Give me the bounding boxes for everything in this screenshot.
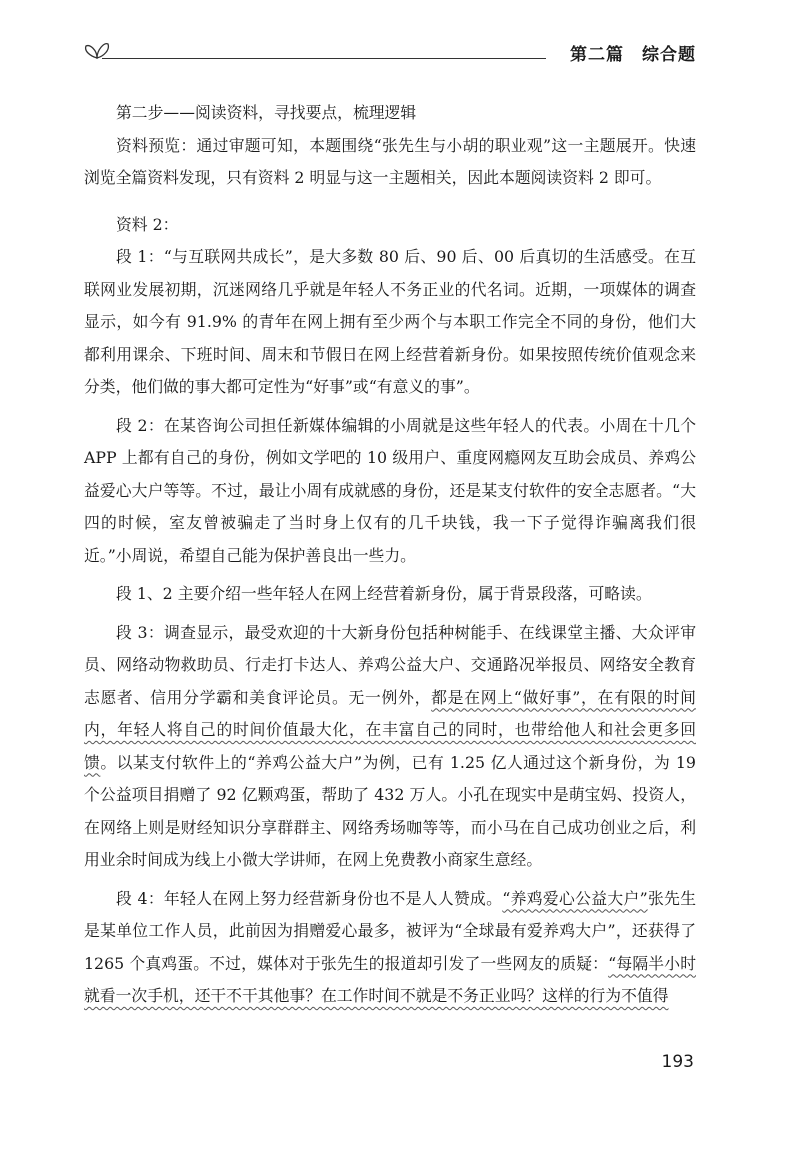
paragraph-3-text-a: 段 3：调查显示，最受欢迎的十大新身份包括种树能手、在线课堂主播、大众评审员、网络动物救助员、行走打卡达人、养鸡公益大户、交通路况举报员、网络安全教育志愿者、信用分学霸和美食评论员。无一例外， (84, 622, 696, 707)
paragraph-4-text-b: 张先生是某单位工作人员，此前因为捐赠爱心最多，被评为“全球最有爱养鸡大户”，还获得了 1265 个真鸡蛋。不过，媒体对于张先生的报道却引发了一些网友的质疑： (84, 888, 696, 973)
leaf-icon (84, 38, 110, 60)
page-number: 193 (661, 1052, 694, 1072)
material-label: 资料 2： (116, 214, 179, 234)
paragraph-3-underlined: 都是在网上“做好事”，在有限的时间内，年轻人将自己的时间价值最大化，在丰富自己的同时，也带给他人和社会更多回馈 (84, 687, 696, 772)
paragraph-4 (84, 883, 696, 1013)
running-header (84, 36, 696, 66)
paragraph-4-text-a: 段 4：年轻人在网上努力经营新身份也不是人人赞成。 (116, 888, 503, 908)
paragraph-3 (84, 617, 696, 877)
section-title: 第二篇 综合题 (570, 45, 696, 65)
header-rule (102, 58, 546, 59)
preview-paragraph: 资料预览：通过审题可知，本题围绕“张先生与小胡的职业观”这一主题展开。快速浏览全篇资料发现，只有资料 2 明显与这一主题相关，因此本题阅读资料 2 即可。 (84, 135, 696, 187)
paragraph-2: 段 2：在某咨询公司担任新媒体编辑的小周就是这些年轻人的代表。小周在十几个 APP 上都有自己的身份，例如文学吧的 10 级用户、重度网瘾网友互助会成员、养鸡公益爱心大户等等。不过，最让小周有成就感的身份，还是某支付软件的安全志愿者。“大四的时候，室友曾被骗走了当时身上仅有的几千块钱，我一下子觉得诈骗离我们很近。”小周说，希望自己能为保护善良出一些力。 (84, 415, 696, 565)
analysis-note: 段 1、2 主要介绍一些年轻人在网上经营着新身份，属于背景段落，可略读。 (116, 584, 652, 603)
paragraph-4-underlined-1: “养鸡爱心公益大户” (502, 888, 648, 908)
page-content (84, 97, 696, 1013)
paragraph-4-underlined-2: “每隔半小时就看一次手机，还干不干其他事？在工作时间不就是不务正业吗？这样的行为不值得 (84, 953, 696, 1005)
paragraph-3-text-b: 。以某支付软件上的“养鸡公益大户”为例，已有 1.25 亿人通过这个新身份，为 19 个公益项目捐赠了 92 亿颗鸡蛋，帮助了 432 万人。小孔在现实中是萌宝妈、投资人，在网络上则是财经知识分享群群主、网络秀场咖等等，而小马在自己成功创业之后，利用业余时间成为线上小微大学讲师，在网上免费教小商家生意经。 (84, 752, 696, 869)
paragraph-1: 段 1：“与互联网共成长”，是大多数 80 后、90 后、00 后真切的生活感受。在互联网业发展初期，沉迷网络几乎就是年轻人不务正业的代名词。近期，一项媒体的调查显示，如今有 91.9% 的青年在网上拥有至少两个与本职工作完全不同的身份，他们大都利用课余、下班时间、周末和节假日在网上经营着新身份。如果按照传统价值观念来分类，他们做的事大都可定性为“好事”或“有意义的事”。 (84, 247, 696, 396)
step-heading: 第二步——阅读资料，寻找要点，梳理逻辑 (116, 103, 417, 122)
